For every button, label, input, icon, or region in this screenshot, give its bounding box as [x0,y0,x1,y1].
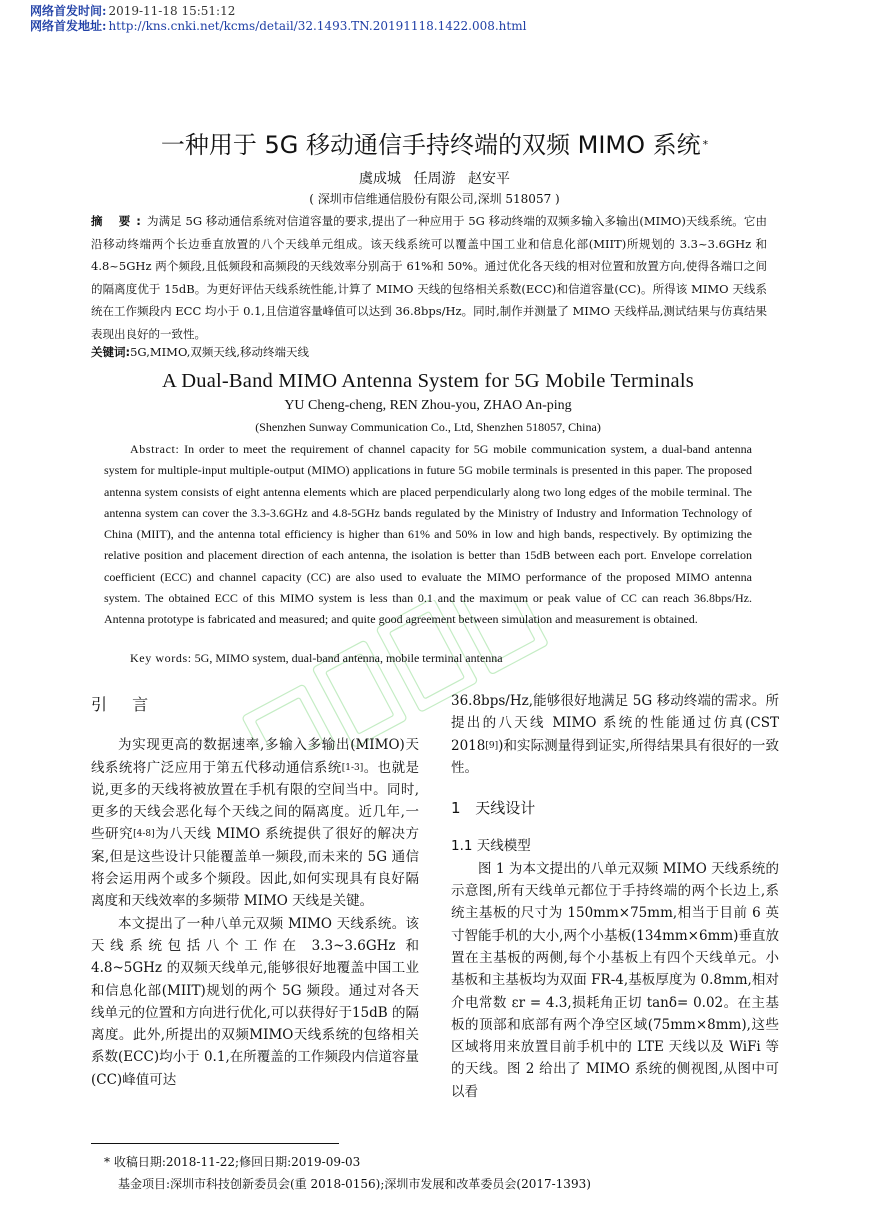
paper-title-text: 一种用于 5G 移动通信手持终端的双频 MIMO 系统 [160,131,701,159]
online-publish-address [30,18,526,34]
intro-heading: 引 言 [91,695,159,714]
abstract-cn [91,210,767,345]
keywords-en-text: 5G, MIMO system, dual-band antenna, mobile terminal antenna [194,651,503,665]
intro-paragraph-1 [91,734,419,912]
affiliation: ( 深圳市信维通信股份有限公司,深圳 518057 ) [309,192,560,206]
authors: 虞成城 任周游 赵安平 [359,171,510,187]
citation-4-8[interactable]: [4-8] [133,829,155,840]
section-1-heading: 1 天线设计 [451,799,536,818]
footnote-divider [91,1143,339,1144]
abstract-en-text: In order to meet the requirement of channel capacity for 5G mobile communication system, a dual-band antenna system for multiple-input multiple-output (MIMO) applications in future 5G mobile terminals is presented in this paper. The proposed antenna system consists of eight antenna elements which are placed perpendicularly along two long edges of the mobile terminal. The antenna system can cover the 3.3-3.6GHz and 4.8-5GHz bands regulated by the Ministry of Industry and Information Technology of China (MIIT), and the antenna total efficiency is higher than 61% and 50% in low and high bands, respectively. By optimizing the relative position and placement direction of each antenna, the isolation is better than 15dB between each port. Envelope correlation coefficient (ECC) and channel capacity (CC) are also used to evaluate the MIMO performance of the proposed MIMO antenna system. The obtained ECC of this MIMO system is less than 0.1 and the maximum or peak value of CC can reach 36.8bps/Hz. Antenna prototype is fabricated and measured; and quite good agreement between simulation and measurement is obtained. [104,442,752,627]
abstract-cn-text: 为满足 5G 移动通信系统对信道容量的要求,提出了一种应用于 5G 移动终端的双频多输入多输出(MIMO)天线系统。它由沿移动终端两个长边垂直放置的八个天线单元组成。该天线系统可以覆盖中国工业和信息化部(MIIT)所规划的 3.3~3.6GHz 和 4.8~5GHz 两个频段,且低频段和高频段的天线效率分别高于 61%和 50%。通过优化各天线的相对位置和放置方向,使得各端口之间的隔离度优于 15dB。为更好评估天线系统性能,计算了 MIMO 天线的包络相关系数(ECC)和信道容量(CC)。所得该 MIMO 天线系统在工作频段内 ECC 均小于 0.1,且信道容量峰值可以达到 36.8bps/Hz。同时,制作并测量了 MIMO 天线样品,测试结果与仿真结果表现出良好的一致性。 [91,214,767,341]
intro-p1-part-b: 。也就是说,更多的天线将被放置在手机有限的空间当中。同时,更多的天线会恶化每个天线之间的隔离度。近几年,一些研究 [91,759,420,843]
footnote-funding: 基金项目:深圳市科技创新委员会(重 2018-0156);深圳市发展和改革委员会(2017-1393) [118,1177,591,1191]
keywords-en [130,651,503,666]
right-column [451,690,779,1103]
intro-p1-part-c: 为八天线 MIMO 系统提供了很好的解决方案,但是这些设计只能覆盖单一频段,而未来的 5G 通信将会运用两个或多个频段。因此,如何实现具有良好隔离度和天线效率的多频带 MIMO 天线是关键。 [91,826,420,910]
publish-time-value: 2019-11-18 15:51:12 [108,4,236,18]
citation-9[interactable]: [9] [485,740,499,751]
abstract-cn-label: 摘 要: [91,214,147,228]
publish-time-label: 网络首发时间: [30,4,107,18]
footnote-received-date: * 收稿日期:2018-11-22;修回日期:2019-09-03 [104,1155,361,1169]
english-affiliation: (Shenzhen Sunway Communication Co., Ltd, Shenzhen 518057, China) [255,420,601,434]
online-publish-time [30,3,235,19]
intro-paragraph-2: 本文提出了一种八单元双频 MIMO 天线系统。该天线系统包括八个工作在 3.3~3.6GHz 和 4.8~5GHz 的双频天线单元,能够很好地覆盖中国工业和信息化部(MIIT)规划的两个 5G 频段。通过对各天线单元的位置和方向进行优化,可以获得好于15dB 的隔离度。此外,所提出的双频MIMO天线系统的包络相关系数(ECC)均小于 0.1,在所覆盖的工作频段内信道容量(CC)峰值可达 [91,915,419,1088]
section-1-1-heading: 1.1 天线模型 [451,838,531,855]
keywords-en-label: Key words: [130,651,192,665]
keywords-cn-text: 5G,MIMO,双频天线,移动终端天线 [130,345,310,359]
publish-address-link[interactable]: http://kns.cnki.net/kcms/detail/32.1493.TN.20191118.1422.008.html [108,19,527,33]
right-p0-part-b: )和实际测量得到证实,所得结果具有很好的一致性。 [451,737,779,776]
intro-p1-part-a: 为实现更高的数据速率,多输入多输出(MIMO)天线系统将广泛应用于第五代移动通信系统 [91,737,419,776]
keywords-cn [91,342,309,362]
english-authors: YU Cheng-cheng, REN Zhou-you, ZHAO An-ping [284,398,572,413]
citation-1-3[interactable]: [1-3] [341,762,364,773]
keywords-cn-label: 关键词: [91,345,131,359]
paper-title [0,128,869,162]
publish-address-label: 网络首发地址: [30,19,107,33]
abstract-en [104,439,752,631]
intro-paragraph-2-continued [451,690,779,779]
left-column [91,690,419,1091]
abstract-en-label: Abstract: [130,442,180,456]
section-1-1-paragraph: 图 1 为本文提出的八单元双频 MIMO 天线系统的示意图,所有天线单元都位于手持终端的两个长边上,系统主基板的尺寸为 150mm×75mm,相当于目前 6 英寸智能手机的大小,两个小基板(134mm×6mm)垂直放置在主基板的两侧,每个小基板上有四个天线单元。小基板和主基板均为双面 FR-4,基板厚度为 0.8mm,相对介电常数 εr = 4.3,损耗角正切 tanδ= 0.02。在主基板的顶部和底部有两个净空区域(75mm×8mm),这些区域将用来放置目前手机中的 LTE 天线以及 WiFi 等的天线。图 2 给出了 MIMO 系统的侧视图,从图中可以看 [451,860,779,1100]
english-title: A Dual-Band MIMO Antenna System for 5G Mobile Terminals [162,370,694,392]
title-footnote-mark: * [702,138,709,151]
right-p0-part-a: 36.8bps/Hz,能够很好地满足 5G 移动终端的需求。所提出的八天线 MIMO 系统的性能通过仿真(CST 2018 [451,693,779,754]
